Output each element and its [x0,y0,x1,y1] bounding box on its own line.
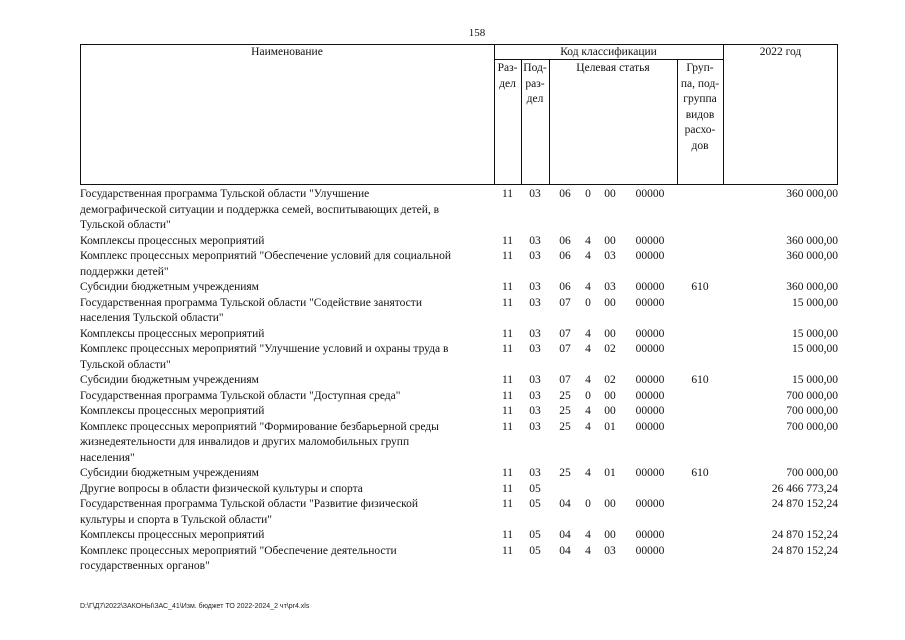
row-name-line: Комплекс процессных мероприятий "Формирование безбарьерной среды [80,420,439,433]
row-t1: 04 [559,498,571,510]
divider-podrazdel [549,59,550,185]
row-amount: 24 870 152,24 [771,529,838,541]
page-number: 158 [468,27,486,39]
row-t3: 00 [604,327,616,340]
row-name [80,187,485,234]
row-t4: 00000 [635,281,665,293]
row-t2: 4 [585,405,591,417]
row-amount: 26 466 773,24 [771,482,838,495]
row-razdel: 11 [501,420,514,433]
row-t4: 00000 [635,544,665,557]
row-name [80,280,485,296]
row-razdel: 11 [501,482,514,495]
row-t2: 4 [585,327,591,340]
row-amount: 700 000,00 [786,405,838,417]
row-t1: 04 [559,529,571,541]
row-name-line: Другие вопросы в области физической культуры и спорта [80,482,363,495]
header-name: Наименование [251,46,323,58]
row-name-line: Субсидии бюджетным учреждениям [80,467,259,479]
row-name-line: Комплексы процессных мероприятий [80,405,265,417]
row-t1: 25 [559,420,571,433]
row-vid: 610 [691,374,709,386]
row-t3: 00 [604,296,616,309]
row-t3: 02 [604,343,616,355]
row-amount: 360 000,00 [786,234,838,247]
row-razdel: 11 [501,234,514,247]
row-name [80,373,485,389]
row-t1: 07 [559,343,571,355]
row-t4: 00000 [635,467,665,479]
table-row [80,544,838,575]
header-right-border [837,44,838,185]
row-amount: 15 000,00 [792,327,838,340]
row-t2: 0 [585,188,591,200]
row-t3: 00 [604,188,616,200]
table-row [80,373,838,389]
row-t2: 4 [585,544,591,557]
row-razdel: 11 [501,327,514,340]
table-row [80,327,838,343]
row-amount: 15 000,00 [792,374,838,386]
row-t3: 01 [604,420,616,433]
row-podrazdel: 03 [529,343,541,355]
row-t4: 00000 [635,296,665,309]
row-name-line: жизнедеятельности для инвалидов и других маломобильных групп [80,436,410,448]
row-name-line: Тульской области" [80,358,171,371]
row-name [80,404,485,420]
row-podrazdel: 03 [529,234,541,247]
row-name-line: культуры и спорта в Тульской области" [80,513,272,526]
row-t3: 00 [604,529,616,541]
row-podrazdel: 03 [529,296,541,309]
header-code-group: Код классификации [560,46,657,58]
row-razdel: 11 [501,343,514,355]
row-razdel: 11 [501,467,514,479]
row-amount: 15 000,00 [792,343,838,355]
row-t3: 03 [604,250,616,262]
row-t1: 25 [559,405,571,417]
row-name [80,234,485,250]
row-t3: 01 [604,467,616,479]
row-podrazdel: 03 [529,250,541,262]
row-amount: 15 000,00 [792,296,838,309]
row-t4: 00000 [635,405,665,417]
row-t1: 06 [559,188,571,200]
row-name-line: Государственная программа Тульской области "Улучшение [80,188,370,200]
row-name-line: Государственная программа Тульской области "Содействие занятости [80,296,422,309]
row-name [80,327,485,343]
table-row [80,234,838,250]
row-t3: 00 [604,405,616,417]
row-podrazdel: 03 [529,281,541,293]
row-name [80,389,485,405]
row-name-line: государственных органов" [80,560,210,572]
row-name-line: Государственная программа Тульской области "Доступная среда" [80,389,401,402]
header-year: 2022 год [759,46,802,58]
row-podrazdel: 03 [529,467,541,479]
row-t2: 4 [585,250,591,262]
table-header [80,44,838,185]
row-razdel: 11 [501,188,514,200]
table-row [80,296,838,327]
row-name-line: Комплекс процессных мероприятий "Улучшение условий и охраны труда в [80,343,449,355]
row-t3: 00 [604,389,616,402]
header-target-article: Целевая статья [576,62,650,74]
row-name [80,296,485,327]
row-razdel: 11 [501,281,514,293]
row-name-line: Субсидии бюджетным учреждениям [80,374,259,386]
row-t4: 00000 [635,188,665,200]
table-row [80,497,838,528]
row-t2: 0 [585,296,591,309]
row-t2: 4 [585,374,591,386]
row-name-line: Государственная программа Тульской области "Развитие физической [80,498,419,510]
row-t4: 00000 [635,250,665,262]
row-podrazdel: 03 [529,405,541,417]
row-razdel: 11 [501,405,514,417]
header-subsection: Под- раз- дел [523,62,547,105]
row-name-line: Комплекс процессных мероприятий "Обеспечение условий для социальной [80,250,451,262]
row-razdel: 11 [501,544,514,557]
row-vid: 610 [691,281,709,293]
row-podrazdel: 03 [529,327,541,340]
table-body [80,187,838,575]
row-razdel: 11 [501,498,514,510]
row-amount: 700 000,00 [786,420,838,433]
footer-file-path: D:\Г\Д7\2022\ЗАКОНЫ\ЗАС_41\Изм. бюджет ТО 2022-2024_2 чт\pr4.xls [80,603,310,610]
row-name-line: населения" [80,451,135,464]
row-t2: 4 [585,234,591,247]
header-left-border [80,44,81,185]
row-name-line: населения Тульской области" [80,312,224,324]
row-t2: 4 [585,467,591,479]
row-name-line: Комплексы процессных мероприятий [80,327,265,340]
divider-year [723,44,724,185]
row-razdel: 11 [501,296,514,309]
row-name [80,544,485,575]
row-t1: 07 [559,296,571,309]
row-amount: 24 870 152,24 [771,498,838,510]
table-row [80,528,838,544]
row-name-line: Тульской области" [80,219,171,231]
row-t1: 06 [559,234,571,247]
row-name [80,342,485,373]
row-t4: 00000 [635,327,665,340]
row-t1: 06 [559,281,571,293]
row-t4: 00000 [635,343,665,355]
row-name [80,528,485,544]
row-t3: 00 [604,234,616,247]
row-amount: 360 000,00 [786,281,838,293]
row-amount: 24 870 152,24 [771,544,838,557]
row-t2: 4 [585,343,591,355]
row-t3: 03 [604,544,616,557]
row-t1: 25 [559,467,571,479]
row-t1: 25 [559,389,571,402]
row-podrazdel: 03 [529,389,541,402]
row-amount: 360 000,00 [786,188,838,200]
row-podrazdel: 03 [529,374,541,386]
row-amount: 360 000,00 [786,250,838,262]
row-t1: 07 [559,327,571,340]
table-row [80,280,838,296]
table-row [80,342,838,373]
table-row [80,420,838,467]
row-name-line: поддержки детей" [80,265,169,278]
row-name-line: Комплекс процессных мероприятий "Обеспечение деятельности [80,544,397,557]
row-t2: 0 [585,389,591,402]
row-t3: 03 [604,281,616,293]
row-t4: 00000 [635,234,665,247]
header-bottom-border [80,184,838,185]
table-row [80,482,838,498]
row-t3: 02 [604,374,616,386]
row-t4: 00000 [635,374,665,386]
row-t2: 0 [585,498,591,510]
row-razdel: 11 [501,529,514,541]
row-name-line: демографической ситуации и поддержка семей, воспитывающих детей, в [80,203,440,216]
row-name-line: Комплексы процессных мероприятий [80,529,265,541]
row-t2: 4 [585,529,591,541]
row-podrazdel: 03 [529,420,541,433]
row-name [80,249,485,280]
row-name [80,497,485,528]
row-amount: 700 000,00 [786,389,838,402]
row-t2: 4 [585,281,591,293]
row-podrazdel: 03 [529,188,541,200]
table-row [80,466,838,482]
table-row [80,187,838,234]
row-podrazdel: 05 [529,529,541,541]
table-row [80,389,838,405]
header-section: Раз- дел [497,62,518,90]
row-t1: 04 [559,544,571,557]
row-razdel: 11 [501,250,514,262]
row-t3: 00 [604,498,616,510]
row-t4: 00000 [635,498,665,510]
row-podrazdel: 05 [529,482,541,495]
row-podrazdel: 05 [529,498,541,510]
row-t4: 00000 [635,529,665,541]
table-row [80,404,838,420]
row-name [80,466,485,482]
row-name-line: Субсидии бюджетным учреждениям [80,281,259,293]
table-row [80,249,838,280]
row-razdel: 11 [501,389,514,402]
row-t4: 00000 [635,389,665,402]
row-razdel: 11 [501,374,514,386]
row-t4: 00000 [635,420,665,433]
row-t1: 06 [559,250,571,262]
row-t2: 4 [585,420,591,433]
row-name [80,482,485,498]
row-amount: 700 000,00 [786,467,838,479]
header-expense-group: Груп- па, под- группа видов расхо- дов [680,62,720,152]
row-name [80,420,485,467]
row-podrazdel: 05 [529,544,541,557]
row-vid: 610 [691,467,709,479]
row-t1: 07 [559,374,571,386]
row-name-line: Комплексы процессных мероприятий [80,234,265,247]
